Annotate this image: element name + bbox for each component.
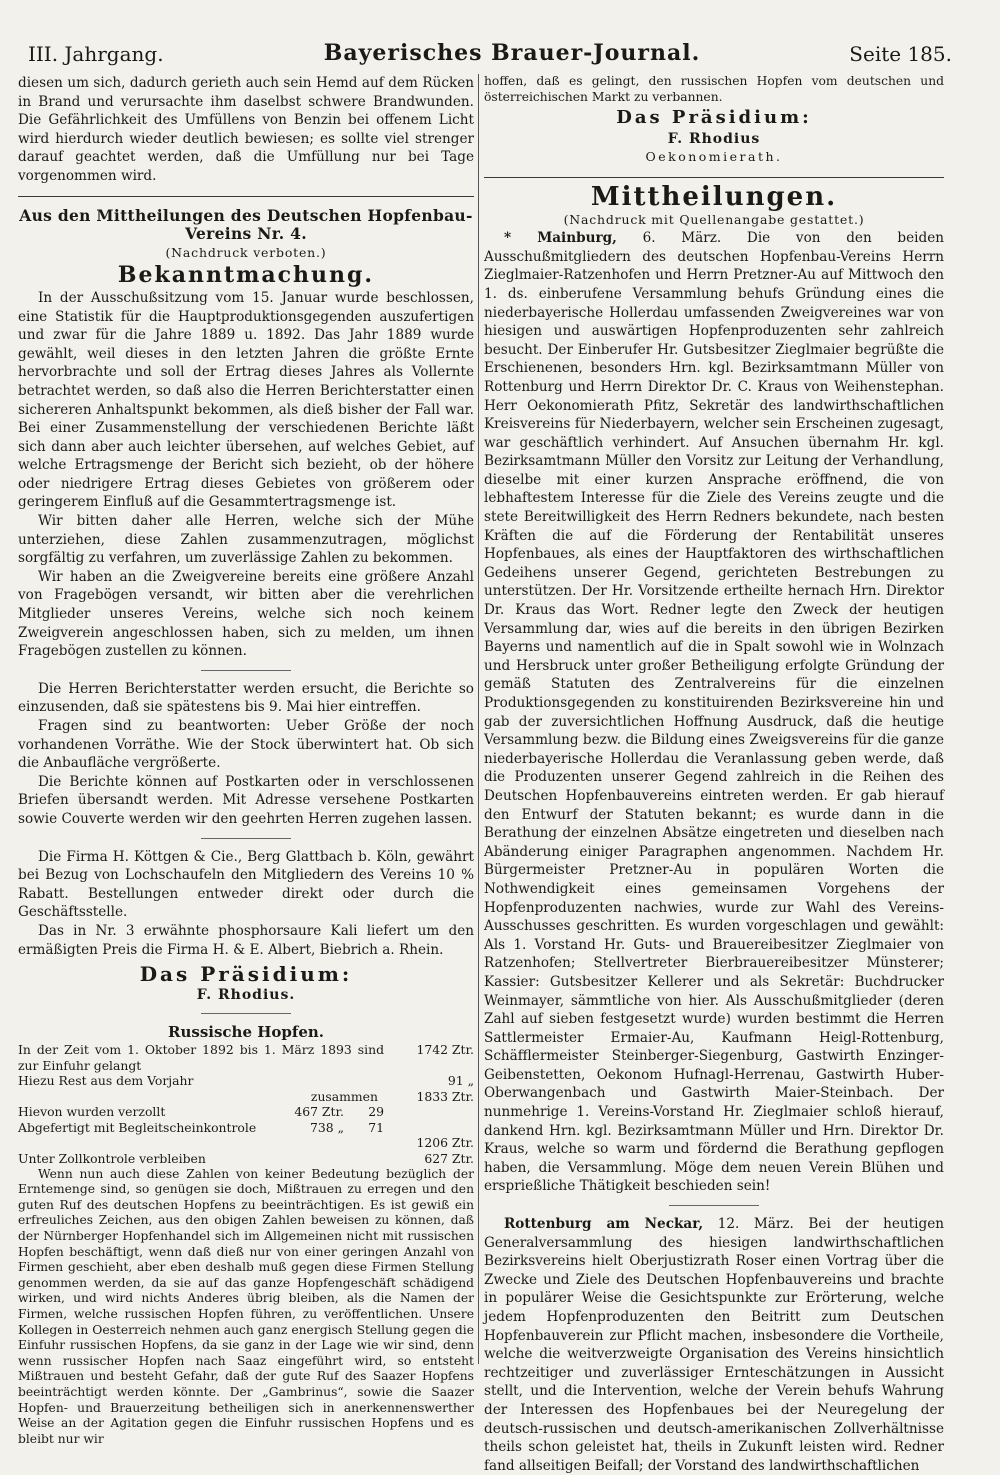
volume-label: III. Jahrgang. [28,42,164,66]
divider [201,838,291,839]
dateline: * Mainburg, [504,230,617,247]
paragraph: Die Herren Berichterstatter werden ersucht, die Berichte so einzusenden, daß sie spätestens bis 9. Mai hier eintreffen. [18,680,474,716]
section-divider [18,196,474,197]
russian-hops-paragraph: Wenn nun auch diese Zahlen von keiner Bedeutung bezüglich der Erntemenge sind, so genügen sie doch, Mißtrauen zu erregen und den guten Ruf des deutschen Hopfens zu beeinträchtigen. Es ist gewiß ein erfreuliches Zeichen, aus den obigen Zahlen beweisen zu können, daß der Nürnberger Hopfenhandel sich im Allgemeinen nicht mit russischen Hopfen beschäftigt, wenn daß dieß nur von einer geringen Anzahl von Firmen geschieht, aber eben deshalb muß gegen diese Firmen Stellung genommen werden, da sie auf das ganze Hopfengeschäft schädigend wirken, und wird nichts Anderes übrig bleiben, als die Namen der Firmen, welche russischen Hopfen führen, zu veröffentlichen. Unsere Kollegen in Oesterreich nehmen auch ganz energisch Stellung gegen die Einfuhr russischen Hopfens, da sie ganz in der Lage wie wir sind, denn wenn russischer Hopfen nach Saaz eingeführt wird, so entsteht Mißtrauen und besteht Gefahr, daß der gute Ruf des Saazer Hopfens beeinträchtigt werden könnte. Der „Gambrinus“, sowie die Saazer Hopfen- und Brauerzeitung betheiligen sich in anerkennenswerther Weise an der Agitation gegen die Einfuhr russischen Hopfens und es bleibt nur wir [18,1166,474,1446]
mittheilungen-title: Mittheilungen. [590,181,838,212]
signature-name: F. Rhodius. [196,986,296,1003]
rottenburg-report: Rottenburg am Neckar, 12. März. Bei der heutigen Generalversammlung des hiesigen landwirthschaftlichen Bezirksvereins hielt Oberjustizrath Roser einen Vortrag über die Zwecke und Ziele des Deutschen Hopfenbauvereins und brachte in populärer Weise die Gesichtspunkte zur Erörterung, welche jedem Hopfenproduzenten den Beitritt zum Deutschen Hopfenbauverein zur Pflicht machen, insbesondere die Vortheile, welche die weitverzweigte Organisation des Vereins hinsichtlich rechtzeitiger und zuverlässiger Ernteschätzungen in Aussicht stellt, und die Intervention, welche der Verein behufs Wahrung der Interessen des Hopfenbaues bei der Neuregelung der deutsch-russischen und deutsch-amerikanischen Zollverhältnisse theils schon geleistet hat, theils in Zukunft leisten wird. Redner fand allseitigen Beifall; der Vorstand des landwirthschaftlichen [484,1216,945,1474]
paragraph: Die Berichte können auf Postkarten oder in verschlossenen Briefen übersandt werden. Mit Adresse versehene Postkarten sowie Couverte werden wir den geehrten Herren zugehen lassen. [18,773,474,827]
section-title: Aus den Mittheilungen des Deutschen Hopfenbau-Vereins Nr. 4. [19,205,473,244]
page-number: Seite 185. [849,42,952,66]
journal-title: Bayerisches Brauer-Journal. [323,40,701,66]
paragraph: In der Ausschußsitzung vom 15. Januar wurde beschlossen, eine Statistik für die Hauptproduktionsgegenden auszufertigen und zwar für die Jahre 1889 u. 1892. Das Jahr 1889 wurde gewählt, weil dieses in den letzten Jahren die größte Ernte hervorbrachte und soll der Ertrag dieses Jahres als Vollernte betrachtet werden, so daß also die Herren Berichterstatter einen sichereren Anhaltspunkt bekommen, als dieß bisher der Fall war. Bei einer Zusammenstellung der verschiedenen Berichte läßt sich dann aber auch leichter übersehen, auf welches Gebiet, auf welche Ertragsmenge der Bericht sich bezieht, ob der höhere oder niedrigere Ertrag dieses Gebietes von größerem oder geringerem Einfluß auf die Gesammtertragsmenge ist. [18,289,474,511]
praesidium-heading: Das Präsidium: [616,107,812,129]
right-column [484,74,944,1475]
table-row: zusammen 1833 Ztr. [310,1088,474,1104]
paragraph: Das in Nr. 3 erwähnte phosphorsaure Kali liefert um den ermäßigten Preis die Firma H. & E. Albert, Biebrich a. Rhein. [18,922,474,958]
paragraph: Die Firma H. Köttgen & Cie., Berg Glattbach b. Köln, gewährt bei Bezug von Lochschaufeln den Mitgliedern des Vereins 10 % Rabatt. Bestellungen entweder direkt oder durch die Geschäftsstelle. [18,848,474,921]
table-row: Hiezu Rest aus dem Vorjahr 91 „ [18,1073,474,1089]
table-row: 1206 Ztr. [416,1135,474,1151]
intro-paragraph: diesen um sich, dadurch gerieth auch sein Hemd auf dem Rücken in Brand und verursachte ihm daselbst schwere Brandwunden. Die Gefährlichkeit des Umfüllens von Benzin bei offenem Licht wird hierdurch wieder deutlich bewiesen; es sollte viel strenger darauf geachtet werden, daß die Umfüllung nur bei Tage vorgenommen wird. [18,75,474,184]
praesidium-heading: Das Präsidium: [139,962,353,987]
import-table [18,1042,474,1167]
paragraph: Fragen sind zu beantworten: Ueber Größe der noch vorhandenen Vorräthe. Wie der Stock überwintert hat. Ob sich die Anbaufläche vergrößerte. [18,718,474,772]
paragraph: Wir haben an die Zweigvereine bereits eine größere Anzahl von Fragebögen versandt, wir bitten aber die verehrlichen Mitglieder unseres Vereins, welche sich noch keinem Zweigverein angeschlossen haben, sich zu melden, um ihnen Fragebögen zustellen zu können. [18,568,474,660]
section-note: (Nachdruck verboten.) [165,244,327,260]
signature-name: F. Rhodius [667,130,761,147]
table-row: In der Zeit vom 1. Oktober 1892 bis 1. März 1893 sind zur Einfuhr gelangt 1742 Ztr. [18,1041,474,1073]
paragraph: Wir bitten daher alle Herren, welche sich der Mühe unterziehen, diese Zahlen zusammenzutragen, möglichst sorgfältig zu verfahren, um zuverlässige Zahlen zu bekommen. [18,513,474,567]
bekanntmachung-title: Bekanntmachung. [117,262,375,289]
table-row: Hievon wurden verzollt 467 Ztr. 29 [18,1104,384,1120]
continued-paragraph: hoffen, daß es gelingt, den russischen Hopfen vom deutschen und österreichischen Markt zu verbannen. [484,74,944,104]
section-divider [484,177,944,178]
dateline: Rottenburg am Neckar, [504,1216,704,1233]
table-row: Abgefertigt mit Begleitscheinkontrole 738 „ 71 [18,1119,384,1135]
signature-title: Oekonomierath. [645,149,783,165]
russian-hops-title: Russische Hopfen. [168,1023,324,1042]
mittheilungen-note: (Nachdruck mit Quellenangabe gestattet.) [563,211,865,227]
mainburg-report: * Mainburg, 6. März. Die von den beiden Ausschußmitgliedern des deutschen Hopfenbau-Vereins Herrn Zieglmaier-Ratzenhofen und Herrn Pretzner-Au auf Mittwoch den 1. ds. einberufene Versammlung behufs Gründung eines die niederbayerische Hollerdau umfassenden Zweigvereines war von hiesigen und auswärtigen Hopfenproduzenten sehr zahlreich besucht. Der Einberufer Hr. Gutsbesitzer Zieglmaier begrüßte die Erschienenen, besonders Hrn. kgl. Bezirksamtmann Müller von Rottenburg und Herrn Direktor Dr. C. Kraus von Weihenstephan. Herr Oekonomierath Pfitz, Sekretär des landwirthschaftlichen Kreisvereins für Niederbayern, welcher sein Erscheinen zugesagt, war geschäftlich verhindert. Auf Ansuchen übernahm Hr. kgl. Bezirksamtmann Müller den Vorsitz zur Leitung der Verhandlung, dieselbe mit einer kurzen Ansprache eröffnend, die von lebhaftestem Interesse für die Ziele des Vereins zeugte und die stete Bereitwilligkeit des Herrn Redners bekundete, nach besten Kräften die auf die Förderung der Rentabilität unseres Hopfenbaues, als eines der Hauptfaktoren des wirthschaftlichen Gedeihens unserer Gegend, gerichteten Bestrebungen zu unterstützen. Der Hr. Vorsitzende ertheilte hernach Hrn. Direktor Dr. Kraus das Wort. Redner legte den Zweck der heutigen Versammlung dar, wies auf die bereits in den übrigen Bezirken Bayerns und namentlich auf die in Spalt sowohl wie in Wolnzach und Hersbruck unter großer Betheiligung erfolgte Gründung der gemäß Statuten des Zentralvereins für die einzelnen Produktionsgegenden zu konstituirenden Bezirksvereine hin und gab der zuversichtlichen Hoffnung Ausdruck, daß die heutige Versammlung bezw. die Bildung eines Zweigsvereins für die ganze niederbayerische Hollerdau die Veranlassung geben werde, daß die Produzenten unserer Gegend zahlreich in die Reihen des Deutschen Hopfenbauvereins eintreten werden. Er gab hierauf den Entwurf der Statuten bekannt; es wurde dann in die Berathung der einzelnen Absätze eingetreten und dieselben nach Abänderung einiger Paragraphen angenommen. Nachdem Hr. Bürgermeister Pretzner-Au in populären Worten die Nothwendigkeit eines gemeinsamen Vorgehens der Hopfenproduzenten nachwies, wurde zur Wahl des Vereins-Ausschusses geschritten. Es wurden vorgeschlagen und gewählt: Als 1. Vorstand Hr. Guts- und Brauereibesitzer Zieglmaier von Ratzenhofen; Stellvertreter Bierbrauereibesitzer Münsterer; Kassier: Gutsbesitzer Kellerer und als Sekretär: Buchdrucker Weinmayer, sämmtliche von hier. Als Ausschußmitglieder (deren Zahl auf sieben festgesetzt wurde) wurden bestimmt die Herren Sattlermeister Ermaier-Au, Kaufmann Heigl-Rottenburg, Schäfflermeister Steinberger-Siegenburg, Gastwirth Enzinger-Geibenstetten, Oekonom Hufnagl-Herrenau, Gastwirth Huber-Oberwangenbach und Gastwirth Maier-Steinbach. Der nunmehrige 1. Vereins-Vorstand Hr. Zieglmaier schloß hierauf, dankend Hrn. kgl. Bezirksamtmann Müller und Hrn. Direktor Dr. Kraus, welche so warm und fördernd die Berathung gepflogen haben, die Versammlung. Möge dem neuen Verein Blühen und ersprießliche Thätigkeit beschieden sein! [484,230,944,1195]
left-column [18,74,474,1447]
divider [201,1013,291,1014]
divider [669,1205,759,1206]
column-divider [478,74,479,1364]
divider [201,670,291,671]
page-header [22,40,952,70]
table-row: Unter Zollkontrole verbleiben 627 Ztr. [18,1151,474,1167]
